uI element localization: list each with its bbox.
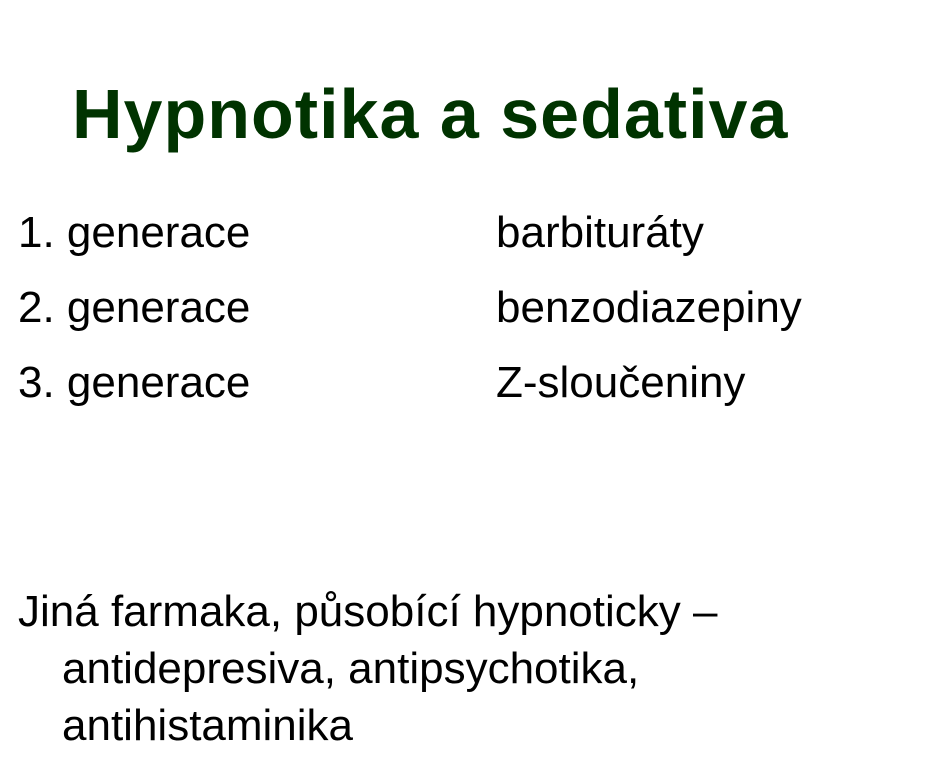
slide-title: Hypnotika a sedativa xyxy=(72,75,789,153)
drug-class: Z-sloučeniny xyxy=(496,358,746,407)
generation-list xyxy=(18,200,918,425)
generation-label: 1. generace xyxy=(18,208,251,257)
generation-label: 3. generace xyxy=(18,358,251,407)
other-drugs-line-3: antihistaminika xyxy=(62,701,354,750)
drug-class: barbituráty xyxy=(496,208,704,257)
generation-row-2 xyxy=(18,275,918,350)
other-drugs-line-1: Jiná farmaka, působící hypnoticky – xyxy=(18,587,718,636)
generation-row-1 xyxy=(18,200,918,275)
generation-row-3 xyxy=(18,350,918,425)
drug-class: benzodiazepiny xyxy=(496,283,802,332)
generation-label: 2. generace xyxy=(18,283,251,332)
other-drugs-paragraph xyxy=(18,583,918,754)
other-drugs-line-2: antidepresiva, antipsychotika, xyxy=(62,644,640,693)
